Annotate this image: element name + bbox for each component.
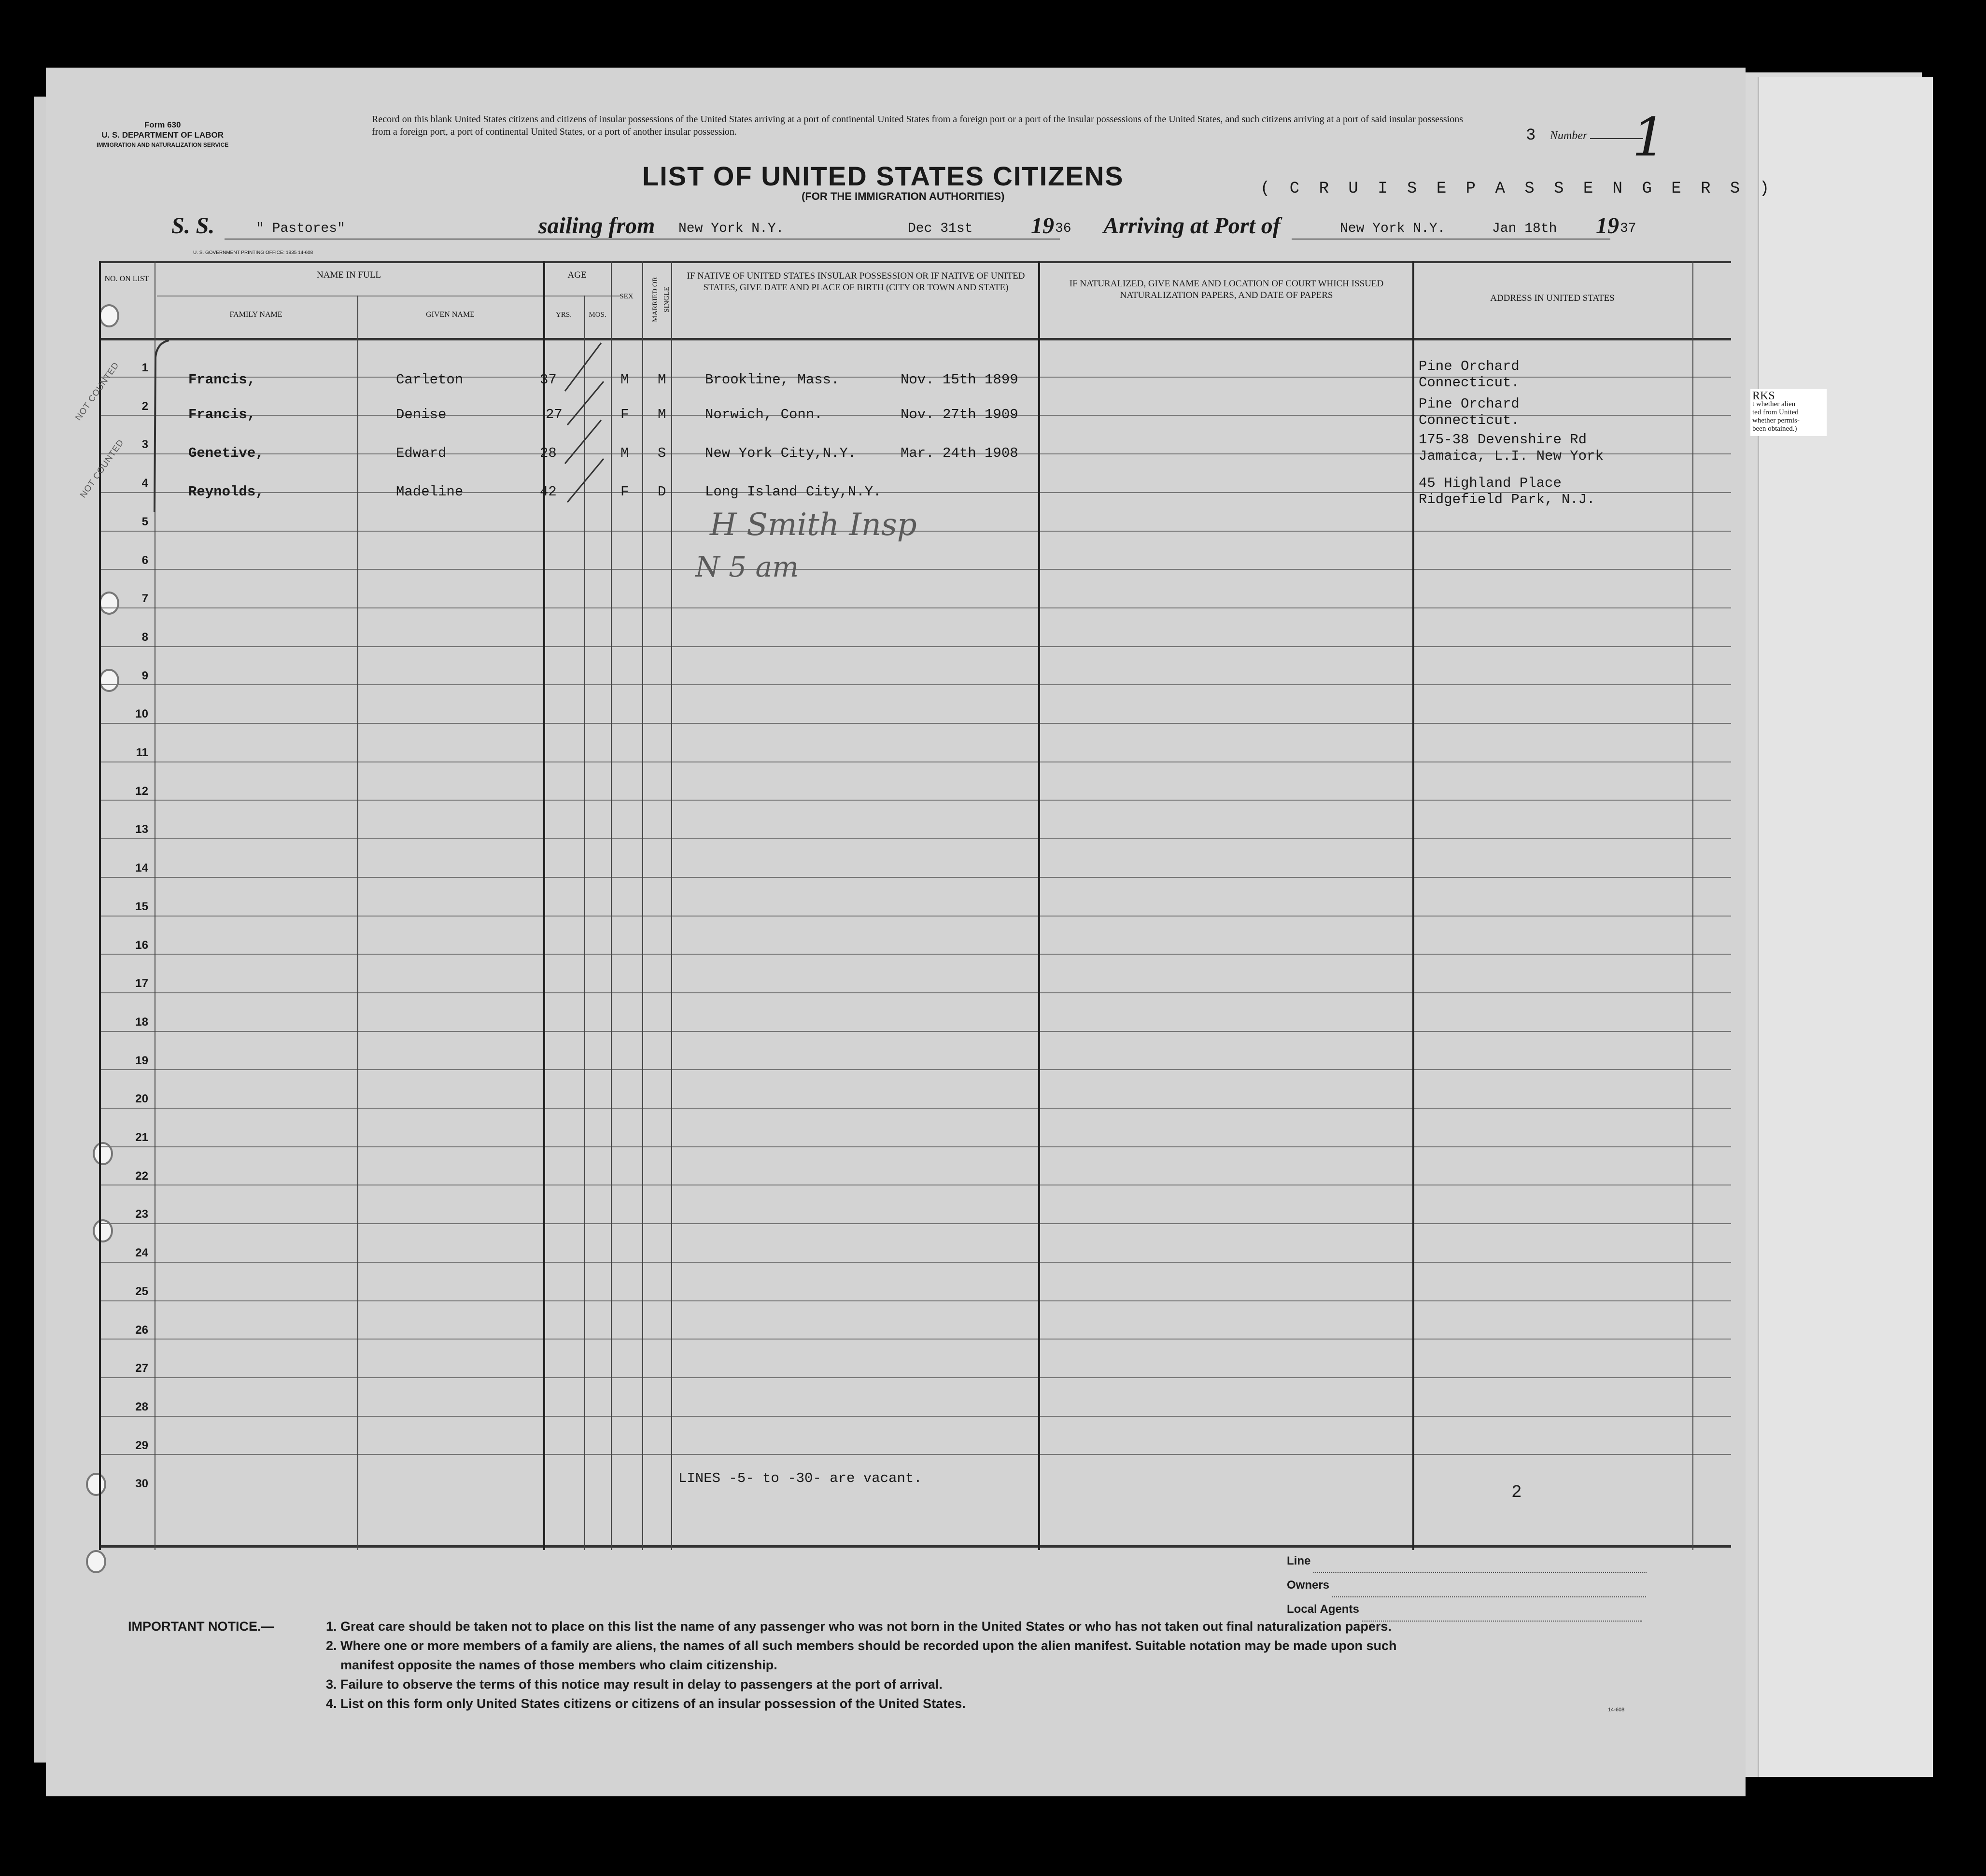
sailing-from-label: sailing from [538,213,655,239]
header-family-name: FAMILY NAME [229,310,282,319]
row-rule [99,1377,1731,1378]
family-name: Francis, [188,372,256,388]
year-prefix-2: 19 [1596,213,1619,239]
row-number: 6 [141,553,148,567]
row-rule [99,569,1731,570]
birthplace: Long Island City,N.Y. [705,484,882,500]
remarks-column-snippet [1750,389,1827,436]
arrival-date: Jan 18th [1492,221,1557,236]
remarks-line: t whether alien [1752,400,1796,408]
sex: F [620,407,629,423]
handwritten-list-number: 1 [1632,106,1666,168]
list-number-field [1550,129,1643,142]
row-rule [99,1108,1731,1109]
row-rule [99,1300,1731,1301]
page-number: 3 [1526,127,1536,145]
sex: M [620,445,629,461]
row-number: 27 [135,1362,148,1375]
remarks-line: ted from United [1752,409,1799,416]
age-years: 27 [546,407,563,423]
underlying-page-edge [1758,77,1933,1777]
header-bottom-rule [99,338,1731,340]
form-instructions: Record on this blank United States citizens and citizens of insular possessions of the United States arriving at a port of continental United States from a foreign port or a port of the insular possessions of the United States, and such citizens arriving at a port of said insular possessions from a foreign port, a port of continental United States, or a port of another insular possession. [372,114,1463,137]
service-name: IMMIGRATION AND NATURALIZATION SERVICE [97,141,229,148]
row-number: 14 [135,861,148,875]
remarks-line: whether permis- [1752,417,1800,424]
row-number: 22 [135,1169,148,1183]
document-subtitle: (FOR THE IMMIGRATION AUTHORITIES) [802,190,1005,202]
row-number: 17 [135,977,148,990]
header-married-single: MARRIED OR SINGLE [651,277,671,322]
birthdate: Mar. 24th 1908 [901,445,1018,461]
sailing-from-port: New York N.Y. [678,221,784,236]
notice-item: 3. Failure to observe the terms of this notice may result in delay to passengers at the port of arrival. [326,1677,943,1692]
row-number: 7 [141,592,148,606]
row-number: 24 [135,1246,148,1260]
ship-name: " Pastores" [256,221,345,236]
number-label: Number [1550,129,1588,142]
row-rule [99,1262,1731,1263]
row-rule [99,1454,1731,1455]
arrival-year: 37 [1620,221,1636,236]
notice-item: manifest opposite the names of those members who claim citizenship. [340,1658,777,1672]
row-number: 10 [135,707,148,721]
header-given-name: GIVEN NAME [426,310,475,319]
col-rule [357,296,358,1550]
row-rule [99,877,1731,878]
row-number: 1 [141,361,148,374]
header-name-in-full: NAME IN FULL [317,270,381,280]
row-number: 13 [135,823,148,836]
age-years: 37 [540,372,557,388]
header-no-on-list: NO. ON LIST [104,275,149,283]
row-number: 3 [141,438,148,451]
address-line-2: Connecticut. [1419,412,1520,428]
marital-status: D [658,484,666,500]
col-rule [1412,261,1414,1550]
sex: F [620,484,629,500]
row-rule [99,1031,1731,1032]
row-number: 23 [135,1208,148,1221]
birthdate: Nov. 15th 1899 [901,372,1018,388]
row-rule [99,992,1731,993]
row-rule [99,954,1731,955]
owners-label: Owners [1287,1579,1330,1592]
line-field [1313,1563,1647,1573]
form-code: 14-608 [1608,1707,1625,1713]
local-agents-label: Local Agents [1287,1603,1359,1616]
row-rule [99,1339,1731,1340]
row-rule [99,684,1731,685]
row-number: 11 [136,746,148,759]
marital-status: M [658,407,666,423]
row-rule [99,646,1731,647]
bracket-mark [150,338,174,522]
birthplace: New York City,N.Y. [705,445,857,461]
birthplace: Norwich, Conn. [705,407,823,423]
notice-item: 1. Great care should be taken not to place on this list the name of any passenger who was not born in the United States or who has not taken out final naturalization papers. [326,1619,1392,1634]
document-title: LIST OF UNITED STATES CITIZENS [642,161,1124,191]
check-marks [555,338,613,512]
address-line-1: Pine Orchard [1419,358,1520,374]
department-name: U. S. DEPARTMENT OF LABOR [101,130,224,140]
printing-office-line: U. S. GOVERNMENT PRINTING OFFICE: 1935 14-608 [193,250,313,255]
address-line-2: Connecticut. [1419,375,1520,391]
address-line-2: Jamaica, L.I. New York [1419,448,1604,464]
row-number: 18 [135,1015,148,1029]
row-number: 16 [135,938,148,952]
row-rule [99,1223,1731,1224]
given-name: Denise [396,407,447,423]
notice-lead: IMPORTANT NOTICE.— [128,1619,274,1634]
row-number: 26 [135,1323,148,1337]
row-rule [99,1416,1731,1417]
corner-mark: 2 [1511,1482,1522,1502]
header-birth: IF NATIVE OF UNITED STATES INSULAR POSSESSION OR IF NATIVE OF UNITED STATES, GIVE DATE AND PLACE OF BIRTH (CITY OR TOWN AND STATE) [687,271,1025,293]
header-address: ADDRESS IN UNITED STATES [1490,293,1615,303]
row-rule [99,1146,1731,1147]
notice-item: 4. List on this form only United States citizens or citizens of an insular possession of the United States. [326,1696,966,1711]
not-counted-stamp: NOT COUNTED [78,437,126,500]
footer-fields [1287,1549,1647,1622]
binder-hole [86,1550,106,1573]
arrival-port: New York N.Y. [1340,221,1446,236]
given-name: Edward [396,445,447,461]
row-number: 21 [135,1131,148,1144]
birthdate: Nov. 27th 1909 [901,407,1018,423]
given-name: Carleton [396,372,464,388]
row-rule [99,916,1731,917]
col-rule [99,261,101,1550]
table-top-rule [99,261,1731,263]
voyage-line [171,212,1668,241]
row-number: 12 [135,784,148,798]
line-label: Line [1287,1554,1311,1567]
row-number: 25 [135,1284,148,1298]
row-rule [99,723,1731,724]
table-bottom-rule [99,1545,1731,1548]
col-rule [642,261,643,1550]
col-rule [1038,261,1040,1550]
owners-field [1332,1587,1646,1597]
col-rule [671,261,672,1550]
row-number: 15 [135,900,148,913]
row-number: 19 [135,1054,148,1067]
notice-item: 2. Where one or more members of a family are aliens, the names of all such members should be recorded upon the alien manifest. Suitable notation may be made upon such [326,1638,1397,1653]
header-naturalized: IF NATURALIZED, GIVE NAME AND LOCATION OF COURT WHICH ISSUED NATURALIZATION PAPERS, AND DATE OF PAPERS [1069,279,1384,300]
col-rule [1692,261,1693,1550]
age-years: 28 [540,445,557,461]
marital-status: S [658,445,666,461]
form-number: Form 630 [144,120,181,129]
row-number: 9 [141,669,148,682]
header-sex: SEX [620,293,634,300]
row-number: 20 [135,1092,148,1106]
family-name: Reynolds, [188,484,264,500]
ss-label: S. S. [171,213,215,239]
remarks-heading: RKS [1752,390,1775,402]
address-line-1: 175-38 Devenshire Rd [1419,432,1587,448]
row-number: 28 [135,1400,148,1413]
form-identifier [97,120,228,150]
sailing-year: 36 [1055,221,1071,236]
not-counted-stamp: NOT COUNTED [73,360,121,423]
inspector-note: N 5 am [695,550,799,583]
vacant-lines-note: LINES -5- to -30- are vacant. [678,1470,922,1486]
sex: M [620,372,629,388]
arriving-label: Arriving at Port of [1103,213,1281,239]
given-name: Madeline [396,484,464,500]
row-number: 2 [141,399,148,413]
age-years: 42 [540,484,557,500]
row-rule [99,838,1731,839]
row-number: 29 [135,1439,148,1452]
header-yrs: YRS. [556,311,572,319]
birthplace: Brookline, Mass. [705,372,840,388]
row-number: 30 [135,1477,148,1491]
header-age: AGE [567,270,587,280]
address-line-1: Pine Orchard [1419,396,1520,412]
row-rule [99,800,1731,801]
sailing-date: Dec 31st [908,221,973,236]
header-mos: MOS. [589,311,606,319]
arrival-port-line [1292,212,1610,240]
inspector-signature: H Smith Insp [710,507,917,543]
year-prefix-1: 19 [1031,213,1054,239]
row-rule [99,607,1731,608]
address-line-1: 45 Highland Place [1419,475,1562,491]
row-number: 4 [141,477,148,490]
family-name: Francis, [188,407,256,423]
marital-status: M [658,372,666,388]
remarks-line: been obtained.) [1752,425,1797,433]
row-rule [99,1069,1731,1070]
address-line-2: Ridgefield Park, N.J. [1419,492,1595,508]
row-number: 5 [141,515,148,528]
family-name: Genetive, [188,445,264,461]
row-number: 8 [141,630,148,644]
cruise-passengers-label: ( C R U I S E P A S S E N G E R S ) [1260,180,1775,198]
local-agents-field [1362,1611,1642,1622]
